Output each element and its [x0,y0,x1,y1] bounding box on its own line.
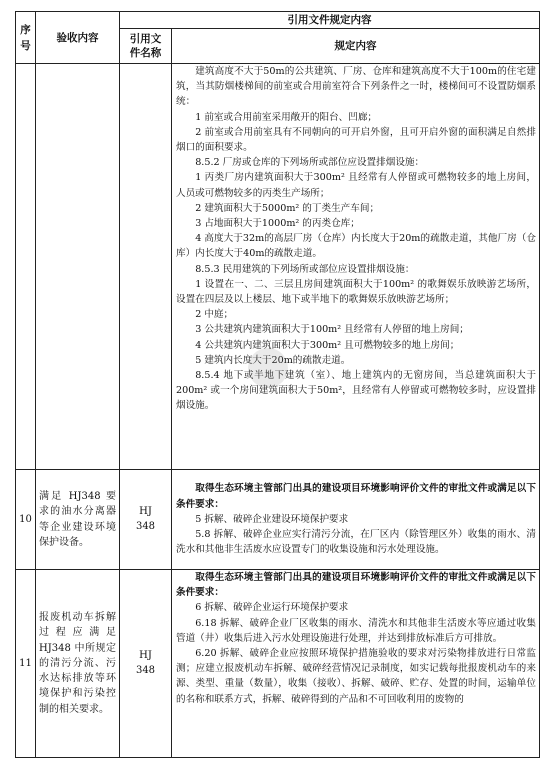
ref-line: HJ [139,506,152,517]
content-para: 取得生态环境主管部门出具的建设项目环境影响评价文件的审批文件或满足以下条件要求： [176,483,536,510]
content-para: 6.18 拆解、破碎企业厂区收集的雨水、清洗水和其他非生活废水等应通过收集管道（井）收集后进入污水处理设施进行处理，并达到排放标准后方可排放。 [176,617,536,644]
content-para: 5 拆解、破碎企业建设环境保护要求 [195,513,349,525]
content-para: 2 建筑面积大于5000m² 的丁类生产车间； [195,202,380,214]
row-item: 报废机动车拆解过程应满足HJ348 中所规定的清污分流、污水达标排放等环境保护和污染控制的相关要求。 [36,570,120,758]
content-para: 1 前室或合用前室采用敞开的阳台、凹廊； [195,111,378,123]
row-no: 11 [16,570,36,758]
content-para: 2 前室或合用前室具有不同朝向的可开启外窗，且可开启外窗的面积满足自然排烟口的面积要求。 [176,126,536,154]
content-para: 2 中庭； [195,309,234,321]
content-para: 3 占地面积大于1000m² 的丙类仓库； [195,218,360,230]
row-no: 10 [16,470,36,570]
row-no [16,64,36,470]
row-content [172,570,540,758]
content-para: 8.5.4 地下或半地下建筑（室）、地上建筑内的无窗房间，当总建筑面积大于200m² 或一个房间建筑面积大于50m²，且经常有人停留或可燃物较多时，应设置排烟设施。 [176,370,536,412]
header-ref-content: 规定内容 [172,29,540,64]
header-content: 验收内容 [36,12,120,64]
row-content [172,64,540,470]
content-para: 4 公共建筑内建筑面积大于300m² 且可燃物较多的地上房间； [195,339,460,351]
content-para: 1 设置在一、二、三层且房间建筑面积大于100m² 的歌舞娱乐放映游艺场所，设置在四层及以上楼层、地下或半地下的歌舞娱乐放映游艺场所； [176,278,536,306]
ref-line: HJ [139,650,152,661]
row-item [36,64,120,470]
content-para: 建筑高度不大于50m的公共建筑、厂房、仓库和建筑高度不大于100m的住宅建筑，当其防烟楼梯间的前室或合用前室符合下列条件之一时，楼梯间可不设置防烟系统： [176,66,536,108]
acceptance-table [15,11,540,758]
header-row-1 [16,12,540,29]
content-para: 5 建筑内长度大于20m的疏散走道。 [195,354,351,366]
document-page [15,11,540,758]
header-no: 序号 [16,12,36,64]
row-ref [120,470,172,570]
content-para: 6.20 拆解、破碎企业应按照环境保护措施验收的要求对污染物排放进行日常监测；应建立报废机动车拆解、破碎经营情况记录制度，如实记载每批报废机动车的来源、类型、重量（数量），收集（接收）、拆解、破碎、贮存、处置的时间，运输单位的名称和联系方式，拆解、破碎得到的产品和不可回收利用的废物的 [176,648,536,705]
content-para: 8.5.3 民用建筑的下列场所或部位应设置排烟设施： [195,263,415,275]
table-row [16,470,540,570]
row-content [172,470,540,570]
content-para: 取得生态环境主管部门出具的建设项目环境影响评价文件的审批文件或满足以下条件要求： [176,572,536,599]
header-ref-name: 引用文件名称 [120,29,172,64]
table-row [16,64,540,470]
ref-line: 348 [135,664,156,676]
row-ref [120,64,172,470]
table-row [16,570,540,758]
ref-line: 348 [135,520,156,532]
header-ref-group: 引用文件规定内容 [120,12,540,29]
row-ref [120,570,172,758]
content-para: 5.8 拆解、破碎企业应实行清污分流，在厂区内（除管理区外）收集的雨水、清洗水和其他非生活废水应设置专门的收集设施和污水处理设施。 [176,529,536,556]
content-para: 1 丙类厂房内建筑面积大于300m² 且经常有人停留或可燃物较多的地上房间，人员或可燃物较多的丙类生产场所； [176,172,536,199]
content-para: 8.5.2 厂房或仓库的下列场所或部位应设置排烟设施： [195,157,425,169]
content-para: 3 公共建筑内建筑面积大于100m² 且经常有人停留的地上房间； [195,324,469,336]
content-para: 6 拆解、破碎企业运行环境保护要求 [195,602,349,614]
row-item: 满足 HJ348 要求的油水分离器等企业建设环境保护设备。 [36,470,120,570]
content-para: 4 高度大于32m的高层厂房（仓库）内长度大于20m的疏散走道，其他厂房（仓库）内长度大于40m的疏散走道。 [176,233,536,260]
